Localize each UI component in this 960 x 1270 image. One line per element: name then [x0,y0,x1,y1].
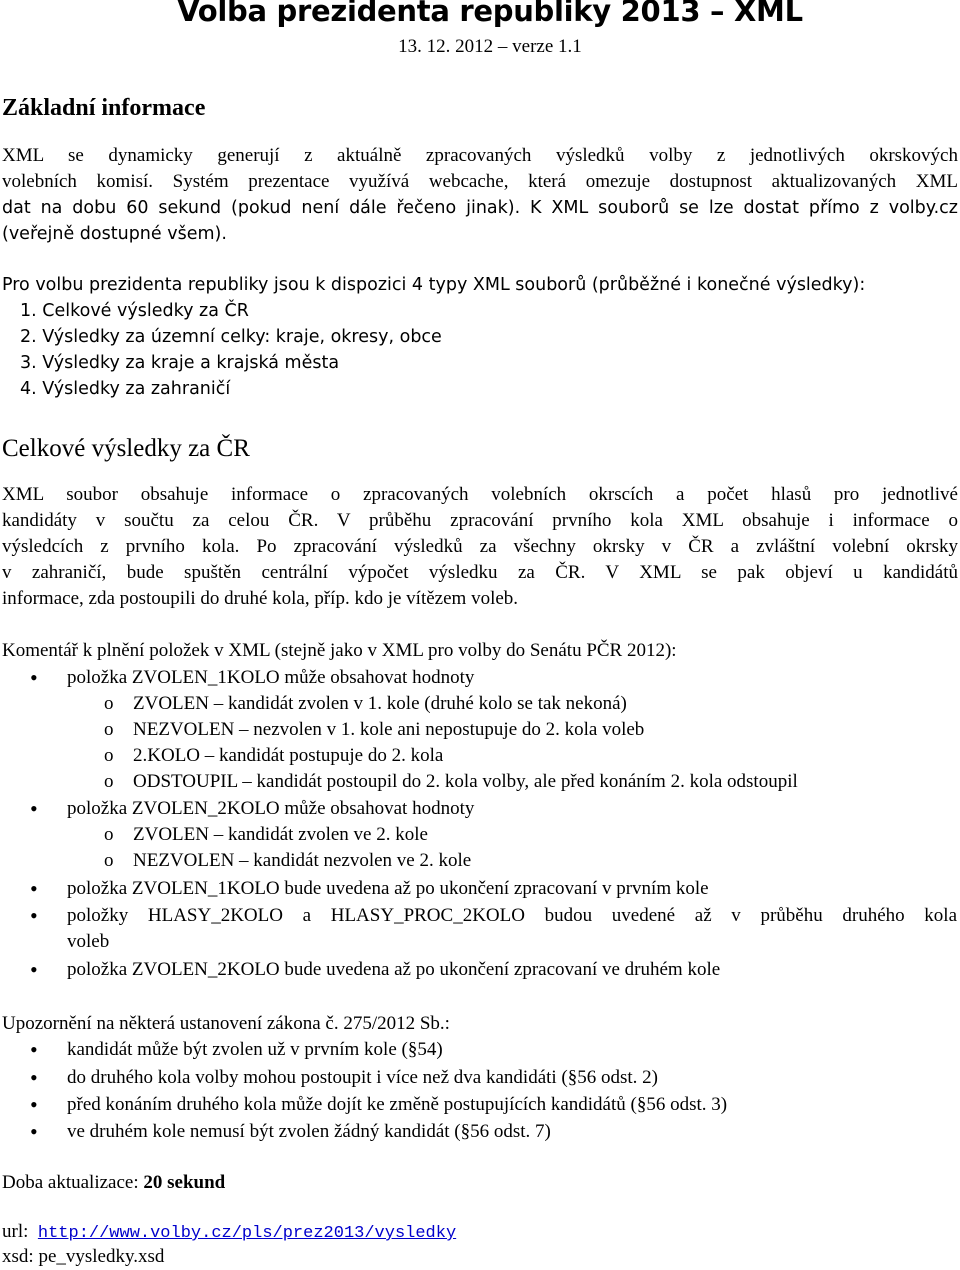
document-version: 13. 12. 2012 – verze 1.1 [398,36,582,57]
xsd-line [2,1244,164,1270]
bullet-icon: • [30,1037,38,1062]
komentar-item: položka ZVOLEN_1KOLO bude uvedena až po ukončení zpracovaní v prvním kole [67,878,709,899]
paragraph-line: informace, zda postoupili do druhé kola, příp. kdo je vítězem voleb. [2,588,519,609]
bullet-icon: • [30,796,38,821]
komentar-item: položka ZVOLEN_2KOLO může obsahovat hodnoty [67,798,475,819]
upozorneni-item: kandidát může být zvolen už v prvním kole (§54) [67,1039,443,1060]
upozorneni-item: ve druhém kole nemusí být zvolen žádný kandidát (§56 odst. 7) [67,1121,551,1142]
paragraph-line: v zahraničí, bude spuštěn centrální výpočet výsledku za ČR. V XML se pak objeví u kandidátů [2,562,958,583]
xsd-label: xsd: [2,1246,34,1267]
url-label: url: [2,1221,29,1242]
paragraph-line: kandidáty v součtu za celou ČR. V průběhu zpracování prvního kola XML obsahuje i informace o [2,510,958,531]
type-list-item: 4. Výsledky za zahraničí [20,379,231,399]
komentar-subitem: NEZVOLEN – kandidát nezvolen ve 2. kole [133,850,472,871]
komentar-item: položka ZVOLEN_2KOLO bude uvedena až po ukončení zpracovaní ve druhém kole [67,959,721,980]
paragraph-zakladni [2,143,958,169]
section-heading-celkove: Celkové výsledky za ČR [2,435,250,462]
komentar-subitem: ZVOLEN – kandidát zvolen v 1. kole (druhé kolo se tak nekoná) [133,693,627,714]
komentar-intro: Komentář k plnění položek v XML (stejně jako v XML pro volby do Senátu PČR 2012): [2,640,677,661]
type-list-item: 2. Výsledky za územní celky: kraje, okresy, obce [20,327,442,347]
bullet-icon: • [30,957,38,982]
paragraph-celkove [2,482,958,612]
bullet-icon: • [30,1065,38,1090]
bullet-icon: • [30,1119,38,1144]
sub-bullet-icon: o [104,824,114,845]
doba-aktualizace [2,1170,225,1196]
komentar-subitem: 2.KOLO – kandidát postupuje do 2. kola [133,745,444,766]
xsd-value: pe_vysledky.xsd [38,1246,165,1267]
sub-bullet-icon: o [104,745,114,766]
type-list-item: 3. Výsledky za kraje a krajská města [20,353,340,373]
komentar-subitem: ODSTOUPIL – kandidát postoupil do 2. kola volby, ale před konáním 2. kola odstoupil [133,771,798,792]
upozorneni-intro: Upozornění na některá ustanovení zákona č. 275/2012 Sb.: [2,1013,450,1034]
types-intro: Pro volbu prezidenta republiky jsou k dispozici 4 typy XML souborů (průběžné i konečné výsledky): [2,275,866,295]
paragraph-line: výsledcích z prvního kola. Po zpracování výsledků za všechny okrsky v ČR a zvláštní volební okrsky [2,536,958,557]
komentar-subitem: ZVOLEN – kandidát zvolen ve 2. kole [133,824,428,845]
sub-bullet-icon: o [104,771,114,792]
section-heading-zakladni: Základní informace [2,95,206,121]
komentar-item: položky HLASY_2KOLO a HLASY_PROC_2KOLO budou uvedené až v průběhu druhého kola [67,905,957,926]
upozorneni-item: do druhého kola volby mohou postoupit i více než dva kandidáti (§56 odst. 2) [67,1067,659,1088]
bullet-icon: • [30,903,38,928]
sub-bullet-icon: o [104,850,114,871]
paragraph-line: dat na dobu 60 sekund (pokud není dále řečeno jinak). K XML souborů se lze dostat přímo z volby.cz [2,198,958,218]
type-list-item: 1. Celkové výsledky za ČR [20,301,249,321]
komentar-subitem: NEZVOLEN – nezvolen v 1. kole ani nepostupuje do 2. kola voleb [133,719,645,740]
paragraph-line: XML soubor obsahuje informace o zpracovaných volebních okrscích a počet hlasů pro jednotlivé [2,484,958,505]
bullet-icon: • [30,665,38,690]
sub-bullet-icon: o [104,693,114,714]
doba-label: Doba aktualizace: [2,1172,144,1193]
bullet-icon: • [30,1092,38,1117]
bullet-icon: • [30,876,38,901]
komentar-item: položka ZVOLEN_1KOLO může obsahovat hodnoty [67,667,475,688]
doba-value: 20 sekund [143,1172,226,1193]
url-link[interactable]: http://www.volby.cz/pls/prez2013/vysledky [37,1224,457,1243]
url-line [2,1219,456,1247]
paragraph-line: volebních komisí. Systém prezentace využívá webcache, která omezuje dostupnost aktualizovaných XML [2,171,958,192]
komentar-item-continuation: voleb [67,931,110,952]
paragraph-line: XML se dynamicky generují z aktuálně zpracovaných výsledků volby z jednotlivých okrskových [2,145,958,166]
sub-bullet-icon: o [104,719,114,740]
paragraph-line: (veřejně dostupné všem). [2,224,227,244]
upozorneni-item: před konáním druhého kola může dojít ke změně postupujících kandidátů (§56 odst. 3) [67,1094,728,1115]
document-title: Volba prezidenta republiky 2013 – XML [177,0,803,28]
